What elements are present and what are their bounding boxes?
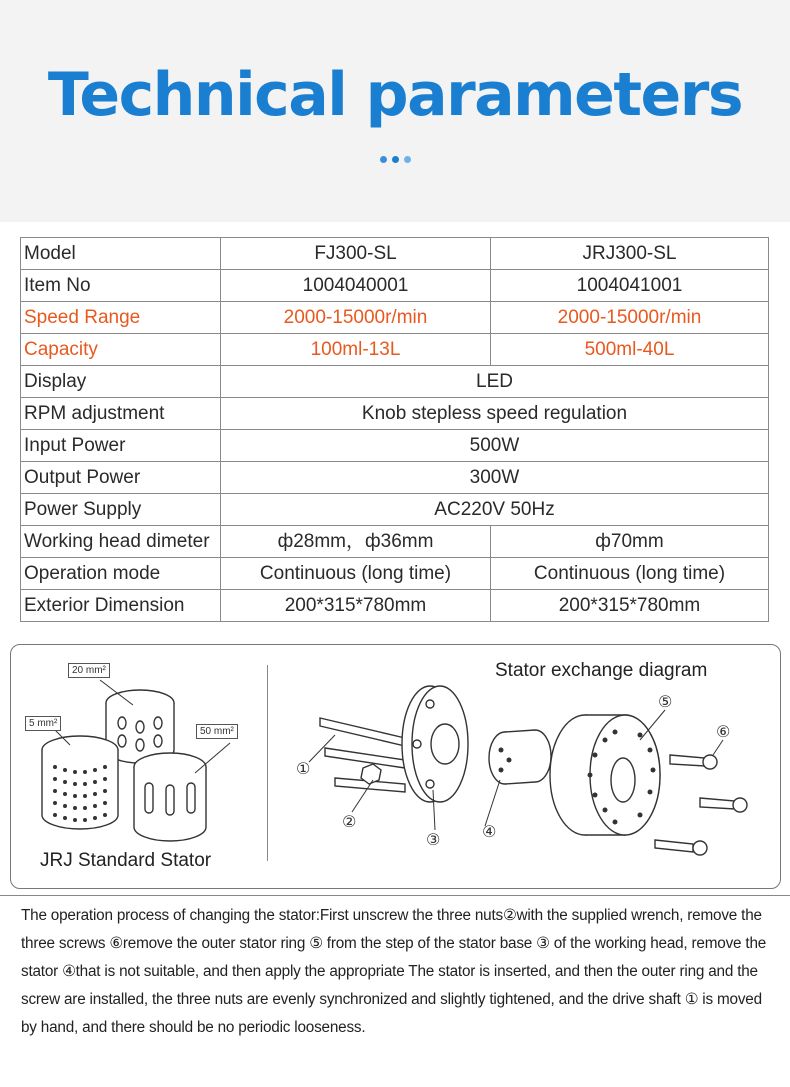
row-value: 2000-15000r/min (221, 302, 491, 334)
row-label: Item No (21, 270, 221, 302)
decor-dot (392, 156, 399, 163)
row-value: Continuous (long time) (491, 558, 769, 590)
row-label: Output Power (21, 462, 221, 494)
row-value: 500W (221, 430, 769, 462)
row-value: FJ300-SL (221, 238, 491, 270)
table-row (21, 494, 769, 526)
panel-divider (267, 665, 268, 861)
table-row (21, 334, 769, 366)
row-value: 2000-15000r/min (491, 302, 769, 334)
stator-label-20: 20 mm² (68, 663, 110, 678)
row-value: 200*315*780mm (221, 590, 491, 622)
row-label: Operation mode (21, 558, 221, 590)
procedure-description (0, 895, 790, 1087)
row-value: 300W (221, 462, 769, 494)
decor-dot (380, 156, 387, 163)
table-row (21, 526, 769, 558)
page-title: Technical parameters (47, 60, 743, 130)
stator-label-50: 50 mm² (196, 724, 238, 739)
procedure-text: The operation process of changing the stator:First unscrew the three nuts②with the supplied wrench, remove the three screws ⑥remove the outer stator ring ⑤ from the step of the stator base ③ of the working head, remove the stator ④that is not suitable, and then apply the appropriate The stator is inserted, and then the outer ring and the screw are installed, the three nuts are evenly synchronized and slightly tightened, and the drive shaft ① is moved by hand, and there should be no periodic looseness. (21, 907, 767, 1036)
row-value: 1004040001 (221, 270, 491, 302)
title-dots (0, 148, 790, 167)
table-row (21, 302, 769, 334)
parameters-table (20, 237, 769, 622)
table-row (21, 430, 769, 462)
stator-exchange-illustration (295, 680, 765, 875)
row-value: 200*315*780mm (491, 590, 769, 622)
row-value: 500ml-40L (491, 334, 769, 366)
row-value: ф28mm，ф36mm (221, 526, 491, 558)
row-label: Speed Range (21, 302, 221, 334)
row-value: 1004041001 (491, 270, 769, 302)
standard-stator-caption: JRJ Standard Stator (40, 850, 212, 871)
part-number-2: ② (342, 812, 357, 831)
row-label: Display (21, 366, 221, 398)
part-number-3: ③ (426, 830, 441, 849)
row-label: RPM adjustment (21, 398, 221, 430)
table-row (21, 398, 769, 430)
part-number-6: ⑥ (716, 722, 731, 741)
decor-dot (404, 156, 411, 163)
table-row (21, 366, 769, 398)
row-value: JRJ300-SL (491, 238, 769, 270)
table-row (21, 590, 769, 622)
row-label: Power Supply (21, 494, 221, 526)
row-label: Input Power (21, 430, 221, 462)
row-label: Exterior Dimension (21, 590, 221, 622)
row-label: Model (21, 238, 221, 270)
part-number-5: ⑤ (658, 692, 673, 711)
row-value: Continuous (long time) (221, 558, 491, 590)
standard-stators-illustration (15, 655, 265, 850)
table-row (21, 558, 769, 590)
row-value: 100ml-13L (221, 334, 491, 366)
part-number-4: ④ (482, 822, 497, 841)
stator-label-5: 5 mm² (25, 716, 61, 731)
part-number-1: ① (296, 759, 311, 778)
table-row (21, 238, 769, 270)
row-value: LED (221, 366, 769, 398)
exchange-diagram-caption: Stator exchange diagram (495, 660, 708, 681)
row-label: Capacity (21, 334, 221, 366)
header-banner (0, 0, 790, 222)
row-value: AC220V 50Hz (221, 494, 769, 526)
table-row (21, 270, 769, 302)
row-label: Working head dimeter (21, 526, 221, 558)
row-value: Knob stepless speed regulation (221, 398, 769, 430)
row-value: ф70mm (491, 526, 769, 558)
table-row (21, 462, 769, 494)
